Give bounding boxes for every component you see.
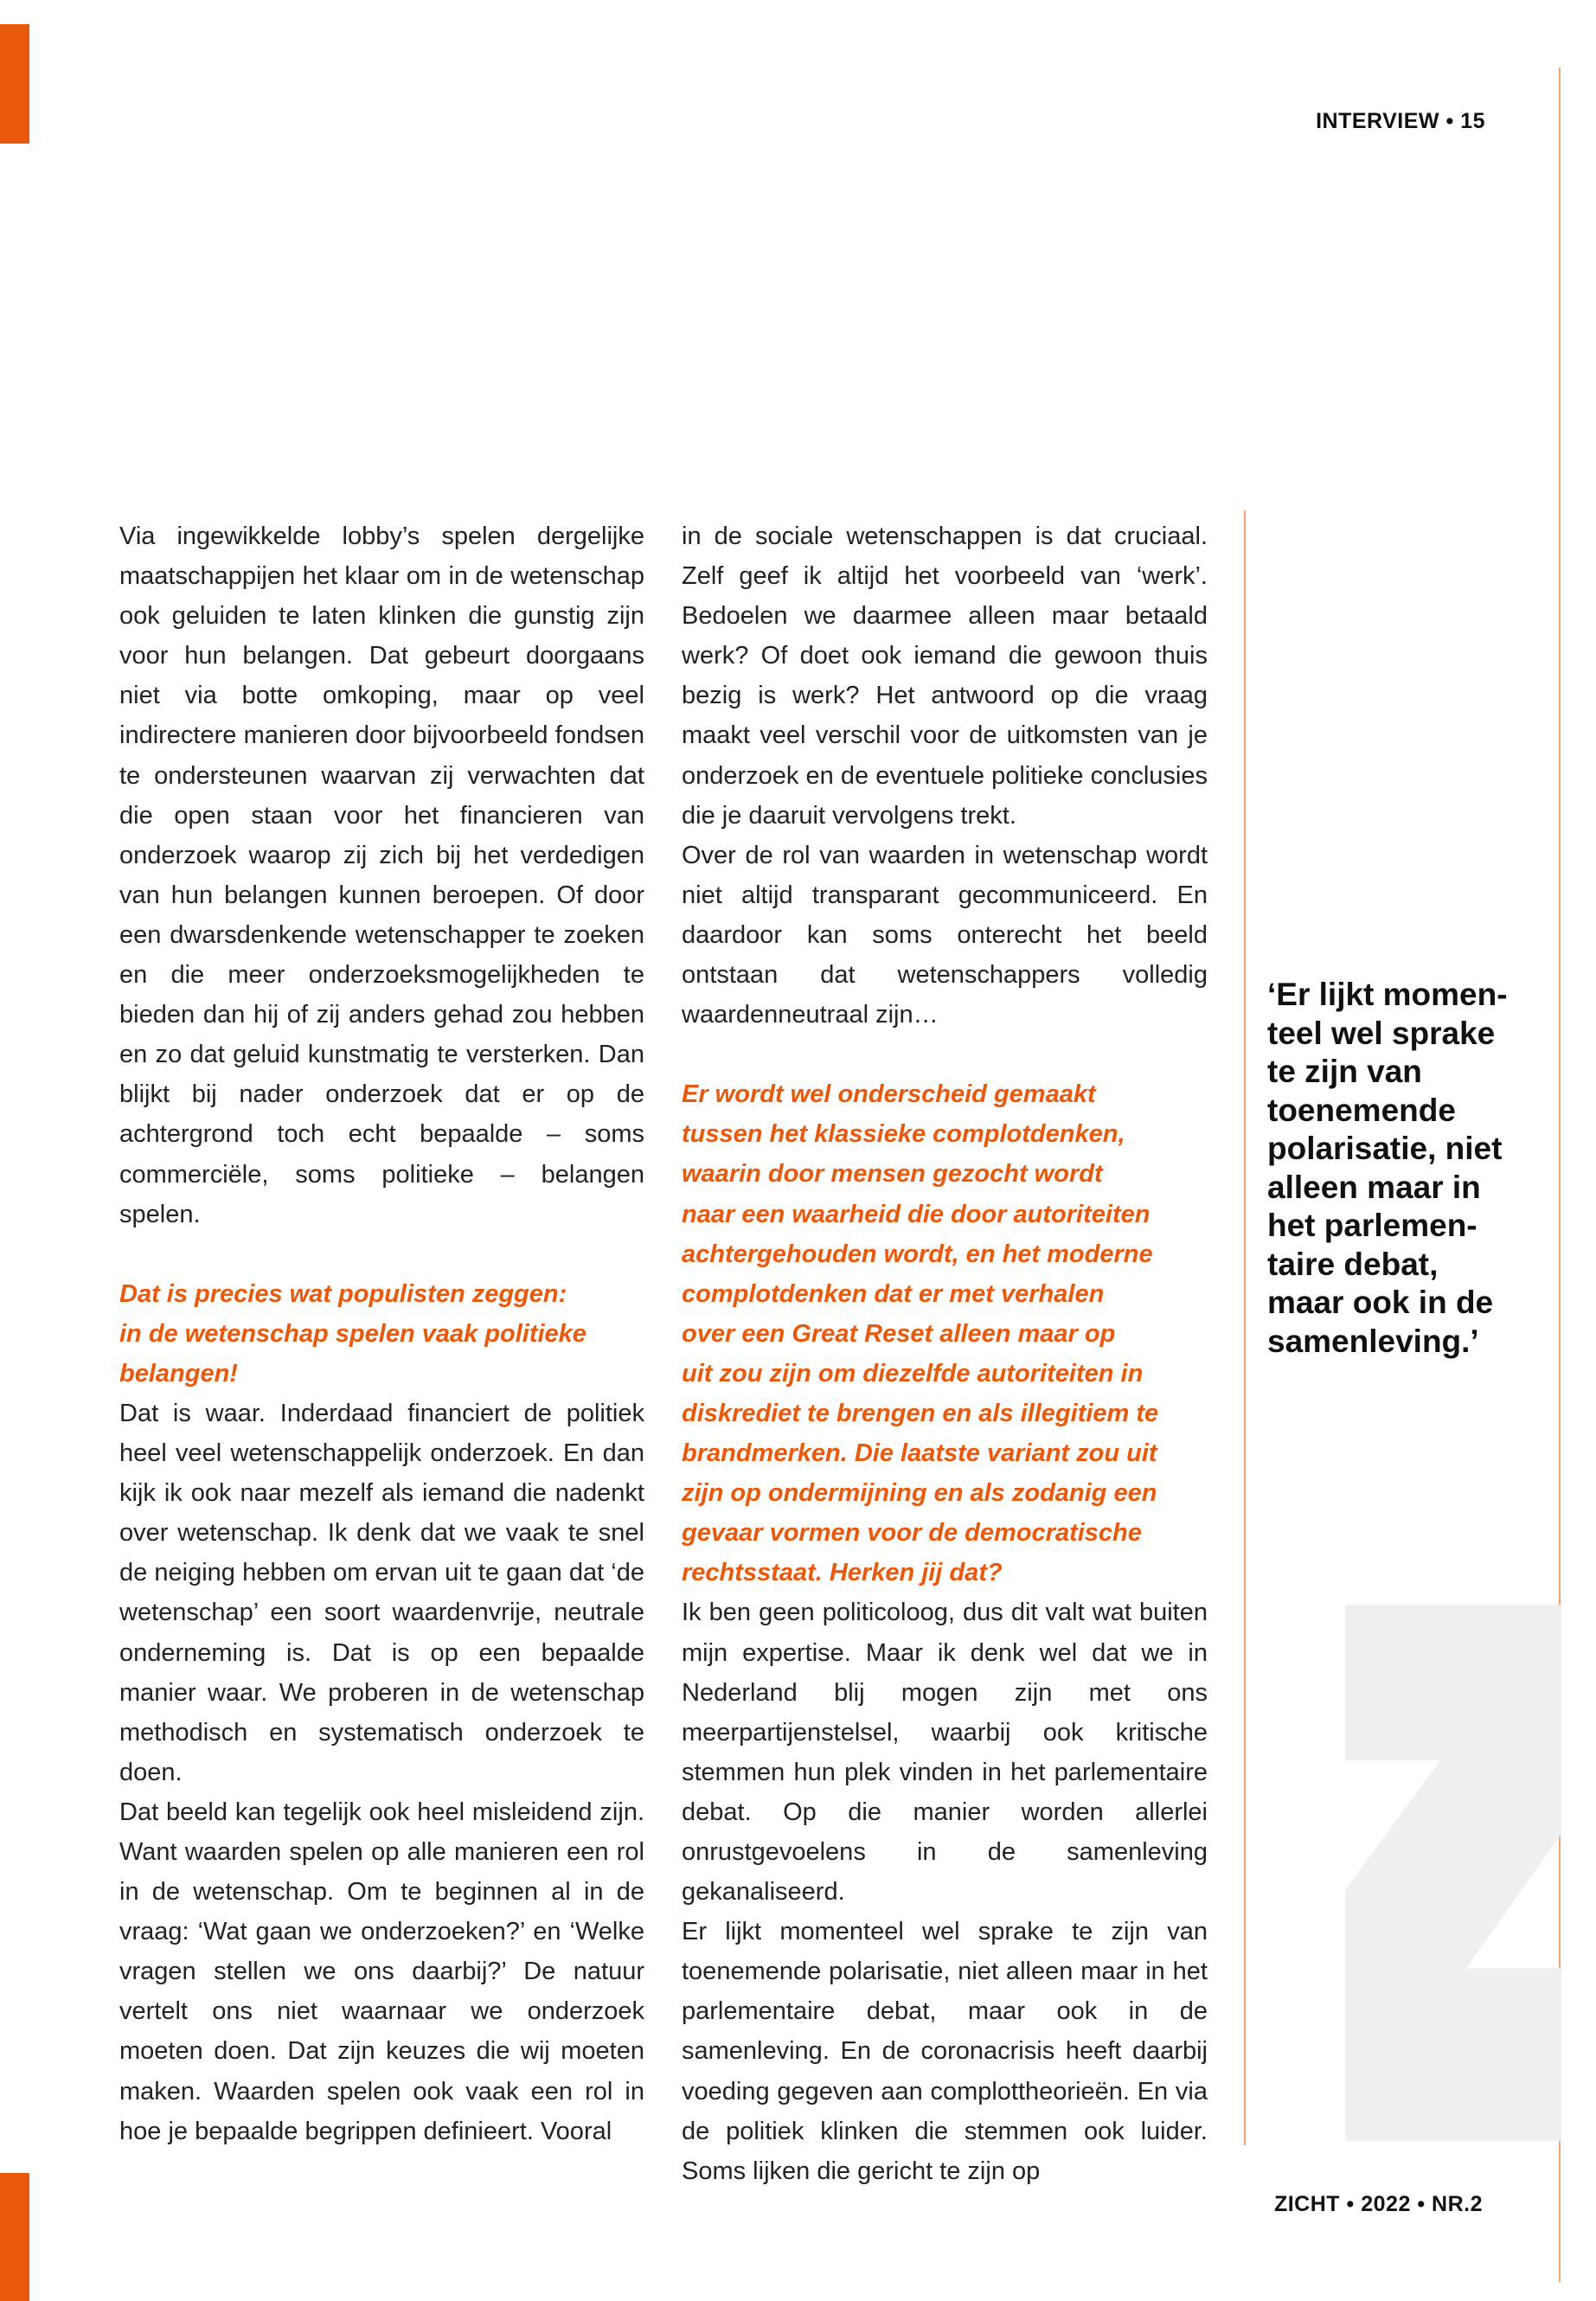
paragraph: Dat beeld kan tegelijk ook heel misleidend zijn. Want waarden spelen op alle manieren een rol in de wetenschap. Om te beginnen al in de vraag: ‘Wat gaan we onderzoeken?’ en ‘Welke vragen stellen we ons daarbij?’ De natuur vertelt ons niet waarnaar we onderzoek moeten doen. Dat zijn keuzes die wij moeten maken. Waarden spelen ook vaak een rol in hoe je bepaalde begrippen definieert. Vooral (119, 1798, 644, 2145)
pull-quote-line: polarisatie, niet (1267, 1131, 1503, 1166)
interview-question (119, 1274, 644, 1394)
pull-quote-line: ‘Er lijkt momen- (1267, 977, 1508, 1012)
paragraph: Er lijkt momenteel wel sprake te zijn van toenemende polarisatie, niet alleen maar in het parlementaire debat, maar ook in de samenleving. En de coronacrisis heeft daarbij voeding gegeven aan complottheorieën. En via de politiek klinken die stemmen ook luider. Soms lijken die gericht te zijn op (682, 1918, 1208, 2185)
question-line: rechtsstaat. Herken jij dat? (682, 1559, 1003, 1587)
decorative-z-logo (1345, 1605, 1561, 2141)
footer-separator: • (1417, 2192, 1426, 2216)
pull-quote-line: te zijn van (1267, 1054, 1422, 1089)
footer-issue: NR.2 (1432, 2192, 1483, 2216)
question-line: diskrediet te brengen en als illegitiem te (682, 1399, 1159, 1427)
pull-quote-line: maar ook in de (1267, 1285, 1494, 1320)
pull-quote-line: alleen maar in (1267, 1169, 1481, 1205)
question-line: uit zou zijn om diezelfde autoriteiten in (682, 1359, 1144, 1388)
question-line: gevaar vormen voor de democratische (682, 1519, 1142, 1548)
accent-bar-bottom (0, 2173, 29, 2301)
header-page-number: 15 (1460, 109, 1485, 133)
question-line: achtergehouden wordt, en het moderne (682, 1240, 1153, 1268)
pull-quote-line: teel wel sprake (1267, 1015, 1496, 1051)
z-logo-shape (1345, 1605, 1561, 2141)
accent-bar-top (0, 24, 29, 144)
paragraph: Over de rol van waarden in wetenschap wordt niet altijd transparant gecommuniceerd. En daardoor kan soms onterecht het beeld ontstaan dat wetenschappers volledig waardenneutraal zijn… (682, 841, 1208, 1029)
pull-quote-line: taire debat, (1267, 1246, 1439, 1282)
text-column-left (119, 516, 644, 2151)
question-line: zijn op ondermijning en als zodanig een (682, 1479, 1157, 1508)
pull-quote (1267, 976, 1527, 1361)
z-logo-polygon (1345, 1605, 1561, 2141)
paragraph: Dat is waar. Inderdaad financiert de politiek heel veel wetenschappelijk onderzoek. En dan kijk ik ook naar mezelf als iemand die nadenkt over wetenschap. Ik denk dat we vaak te snel de neiging hebben om ervan uit te gaan dat ‘de wetenschap’ een soort waardenvrije, neutrale onderneming is. Dat is op een bepaalde manier waar. We proberen in de wetenschap methodisch en systematisch onderzoek te doen. (119, 1399, 644, 1786)
footer-magazine: ZICHT (1273, 2192, 1341, 2216)
question-line: over een Great Reset alleen maar op (682, 1319, 1116, 1348)
pull-quote-line: samenleving.’ (1267, 1323, 1479, 1359)
question-line: Er wordt wel onderscheid gemaakt (682, 1080, 1096, 1109)
header-section: INTERVIEW (1316, 109, 1440, 133)
question-line: tussen het klassieke complotdenken, (682, 1120, 1125, 1149)
paragraph: in de sociale wetenschappen is dat cruciaal. Zelf geef ik altijd het voorbeeld van ‘werk’. Bedoelen we daarmee alleen maar betaald werk? Of doet ook iemand die gewoon thuis bezig is werk? Het antwoord op die vraag maakt veel verschil voor de uitkomsten van je onderzoek en de eventuele politieke conclusies die je daaruit vervolgens trekt. (682, 522, 1208, 830)
page-header (1316, 109, 1485, 134)
header-separator: • (1445, 109, 1454, 133)
footer-separator: • (1346, 2192, 1355, 2216)
question-line: waarin door mensen gezocht wordt (682, 1160, 1103, 1189)
paragraph: Via ingewikkelde lobby’s spelen dergelijke maatschappijen het klaar om in de wetenschap ook geluiden te laten klinken die gunstig zijn voor hun belangen. Dat gebeurt doorgaans niet via botte omkoping, maar op veel indirectere manieren door bijvoorbeeld fondsen te ondersteunen waarvan zij verwachten dat die open staan voor het financieren van onderzoek waarop zij zich bij het verdedigen van hun belangen kunnen beroepen. Of door een dwarsdenkende wetenschapper te zoeken en die meer onderzoeksmogelijkheden te bieden dan hij of zij anders gehad zou hebben en zo dat geluid kunstmatig te versterken. Dan blijkt bij nader onderzoek dat er op de achtergrond toch echt bepaalde – soms commerciële, soms politieke – belangen spelen. (119, 522, 644, 1228)
page-footer (1274, 2192, 1483, 2217)
pull-quote-line: toenemende (1267, 1092, 1456, 1128)
column-divider-rule (1244, 510, 1246, 2145)
paragraph: Ik ben geen politicoloog, dus dit valt wat buiten mijn expertise. Maar ik denk wel dat we in Nederland blij mogen zijn met ons meerpartijenstelsel, waarbij ook kritische stemmen hun plek vinden in het parlementaire debat. Op die manier worden allerlei onrustgevoelens in de samenleving gekanaliseerd. (682, 1599, 1208, 1907)
footer-year: 2022 (1361, 2192, 1411, 2216)
question-line: in de wetenschap spelen vaak politieke (119, 1319, 586, 1348)
interview-question (682, 1074, 1208, 1593)
question-line: Dat is precies wat populisten zeggen: (119, 1279, 567, 1308)
question-line: brandmerken. Die laatste variant zou uit (682, 1439, 1157, 1468)
question-line: complotdenken dat er met verhalen (682, 1279, 1105, 1308)
question-line: belangen! (119, 1359, 238, 1388)
pull-quote-line: het parlemen- (1267, 1208, 1477, 1243)
text-column-middle (682, 516, 1208, 2191)
question-line: naar een waarheid die door autoriteiten (682, 1200, 1151, 1228)
